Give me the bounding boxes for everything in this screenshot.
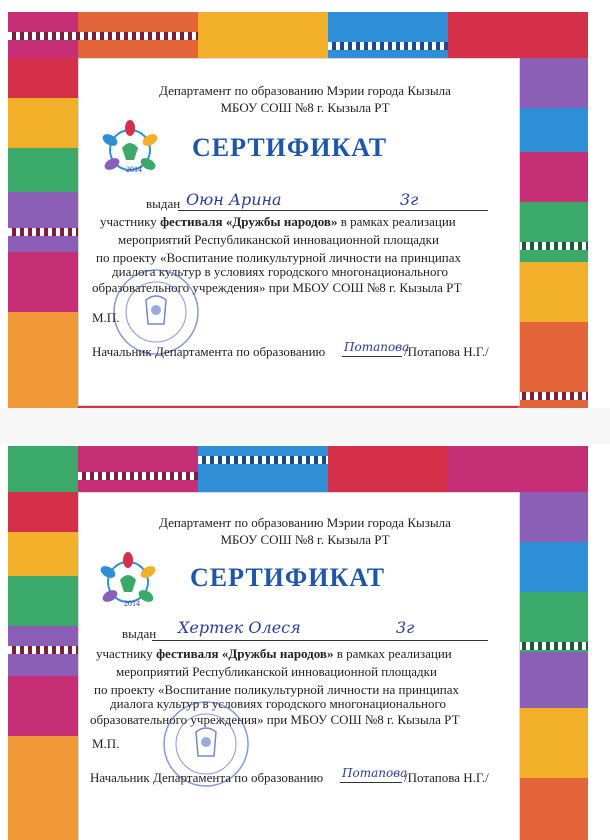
issued-label: выдан xyxy=(146,196,181,211)
name-underline xyxy=(178,210,488,211)
body-line-1: участнику фестиваля «Дружбы народов» в рамках реализации xyxy=(96,646,452,661)
body-line-5: образовательного учреждения» при МБОУ СОШ №8 г. Кызыла РТ xyxy=(90,712,460,727)
signature-handwritten: Потапова xyxy=(342,766,408,780)
signature-label: Начальник Департамента по образованию xyxy=(92,344,326,359)
header-line-2: МБОУ СОШ №8 г. Кызыла РТ xyxy=(220,532,390,547)
body-line-2: мероприятий Республиканской инновационной площадки xyxy=(118,232,439,247)
header-line-2: МБОУ СОШ №8 г. Кызыла РТ xyxy=(220,100,390,115)
body-line-4: диалога культур в условиях городского многонационального xyxy=(110,696,446,711)
signature-label: Начальник Департамента по образованию xyxy=(90,770,324,785)
header-line-1: Департамент по образованию Мэрии города Кызыла xyxy=(159,83,451,98)
stamp-label: М.П. xyxy=(92,310,120,325)
signature-underline xyxy=(340,782,402,783)
body-line-5: образовательного учреждения» при МБОУ СОШ №8 г. Кызыла РТ xyxy=(92,280,462,295)
name-underline xyxy=(152,640,488,641)
logo-year: 2014 xyxy=(126,165,142,174)
body-line-3: по проекту «Воспитание поликультурной личности на принципах xyxy=(94,682,460,697)
signature-name: /Потапова Н.Г./ xyxy=(404,344,489,359)
signature-underline xyxy=(342,356,402,357)
certificate-title: СЕРТИФИКАТ xyxy=(192,133,388,162)
header-line-1: Департамент по образованию Мэрии города Кызыла xyxy=(159,515,451,530)
recipient-class: 3г xyxy=(396,618,415,637)
body-line-2: мероприятий Республиканской инновационной площадки xyxy=(116,664,437,679)
certificate-bottom xyxy=(0,420,610,840)
stamp-label: М.П. xyxy=(92,736,120,751)
issued-label: выдан xyxy=(122,626,157,641)
logo-year: 2014 xyxy=(124,599,140,608)
signature-handwritten: Потапова xyxy=(344,340,410,354)
certificate-title: СЕРТИФИКАТ xyxy=(190,563,386,592)
signature-name: /Потапова Н.Г./ xyxy=(404,770,489,785)
body-line-1: участнику фестиваля «Дружбы народов» в рамках реализации xyxy=(100,214,456,229)
recipient-class: 3г xyxy=(400,190,419,209)
body-line-4: диалога культур в условиях городского многонационального xyxy=(112,264,448,279)
recipient-name: Оюн Арина xyxy=(186,190,282,209)
recipient-name: Хертек Олеся xyxy=(178,618,301,637)
body-line-3: по проекту «Воспитание поликультурной личности на принципах xyxy=(96,250,462,265)
